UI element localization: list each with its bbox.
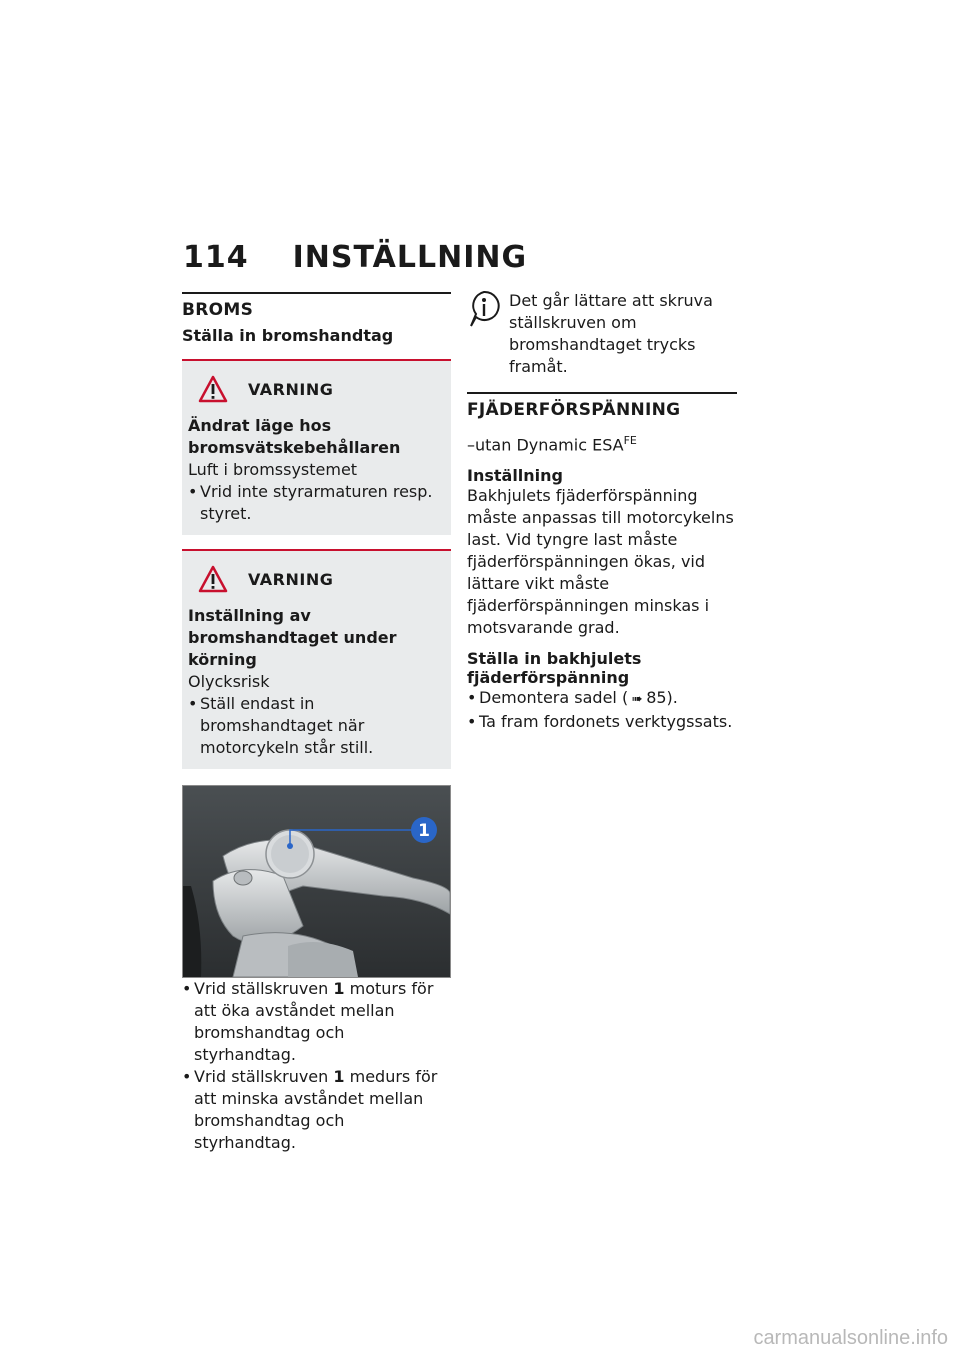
variant-note — [467, 430, 737, 456]
step-item — [467, 687, 737, 711]
info-note — [467, 290, 737, 378]
step-text: Demontera sadel ( — [479, 688, 629, 708]
warning-cause: Luft i bromssystemet — [188, 460, 358, 479]
adjust-steps — [182, 978, 451, 1154]
step-text: medurs för att minska avståndet mellan bromshandtag och styrhandtag. — [194, 1067, 438, 1152]
step-text: Vrid ställskruven — [194, 1067, 334, 1086]
warning-head — [188, 369, 445, 409]
procedure-steps — [467, 687, 737, 733]
step-text: moturs för att öka avståndet mellan bromshandtag och styrhandtag. — [194, 979, 434, 1064]
warning-triangle-icon — [198, 565, 228, 593]
info-icon — [467, 290, 501, 330]
watermark: carmanualsonline.info — [753, 1327, 948, 1349]
step-text: ). — [666, 688, 678, 708]
warning-title: Inställning av bromshandtaget under körning — [188, 606, 397, 669]
warning-label: VARNING — [248, 379, 334, 399]
step-item: • Ta fram fordonets verktygssats. — [467, 711, 737, 733]
info-note-text: Det går lättare att skruva ställskruven om bromshandtaget trycks framåt. — [509, 291, 713, 376]
warning-box-1 — [182, 359, 451, 535]
variant-superscript: FE — [623, 434, 637, 447]
brake-lever-photo — [182, 785, 451, 978]
warning-actions — [188, 481, 445, 525]
warning-title: Ändrat läge hos bromsvätskebehållaren — [188, 416, 401, 457]
section-title-broms: BROMS — [182, 300, 254, 320]
brake-lever-illustration — [183, 786, 450, 977]
variant-text: –utan Dynamic ESA — [467, 435, 624, 455]
page-ref-arrow-icon: ➠ — [631, 692, 643, 708]
right-column — [467, 290, 737, 733]
warning-box-2 — [182, 549, 451, 769]
warning-head — [188, 559, 445, 599]
warning-label: VARNING — [248, 569, 334, 589]
page-number: 114 — [183, 240, 249, 275]
subsection-title: Ställa in bromshandtag — [182, 326, 394, 345]
chapter-title: INSTÄLLNING — [292, 240, 528, 275]
setting-title: Inställning — [467, 466, 563, 486]
warning-action: • Vrid inte styrarmaturen resp. styret. — [188, 481, 445, 525]
section-title-fjaderforspanning: FJÄDERFÖRSPÄNNING — [467, 400, 681, 420]
page-header — [183, 240, 527, 275]
section-rule — [467, 392, 737, 394]
setting-text: Bakhjulets fjäderförspänning måste anpassas till motorcykelns last. Vid tyngre last måste fjäderförspänningen ökas, vid lättare vikt måste fjäderförspänningen minskas i motsvarande grad. — [467, 486, 734, 638]
procedure-title: Ställa in bakhjulets fjäderförspänning — [467, 649, 642, 688]
warning-action: • Ställ endast in bromshandtaget när motorcykeln står still. — [188, 693, 445, 759]
callout-number: 1 — [418, 821, 430, 841]
page-ref-number[interactable]: 85 — [646, 688, 667, 708]
step-text: Vrid ställskruven — [194, 979, 334, 998]
warning-triangle-icon — [198, 375, 228, 403]
warning-cause: Olycksrisk — [188, 672, 270, 691]
step-item — [182, 978, 451, 1066]
section-rule — [182, 292, 451, 294]
step-callout-ref: 1 — [333, 979, 345, 998]
step-callout-ref: 1 — [333, 1067, 345, 1086]
step-item — [182, 1066, 451, 1154]
left-column — [182, 292, 451, 1154]
warning-actions — [188, 693, 445, 759]
